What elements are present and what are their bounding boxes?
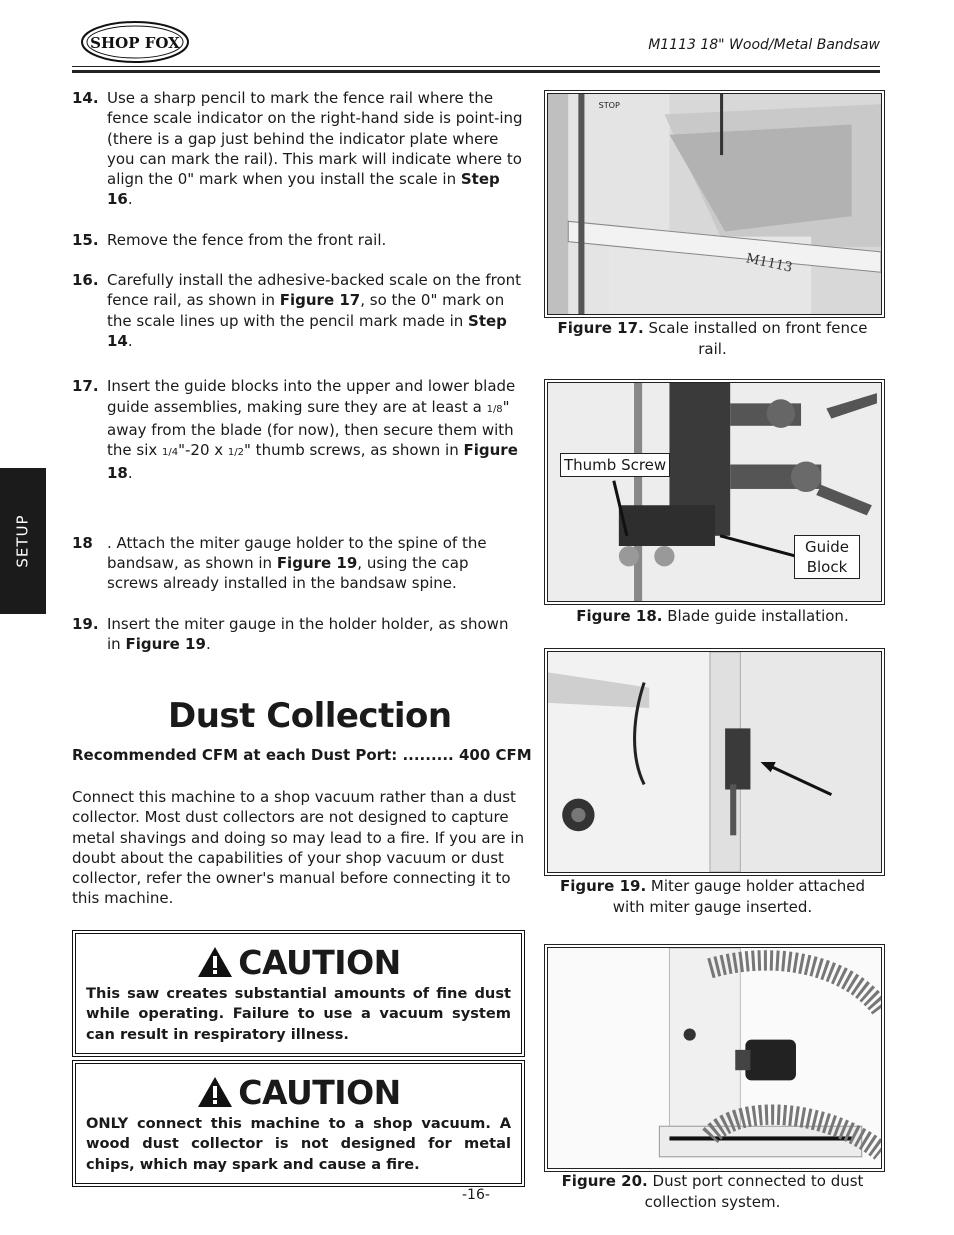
step-number: 19. bbox=[72, 614, 99, 633]
section-tab-label: SETUP bbox=[14, 514, 32, 568]
section-tab bbox=[0, 468, 46, 614]
step-text: Insert the miter gauge in the holder holder, as shown in Figure 19. bbox=[107, 614, 509, 653]
warning-triangle-icon bbox=[196, 945, 234, 979]
callout-thumb-screw: Thumb Screw bbox=[560, 453, 670, 477]
step-18 bbox=[72, 533, 524, 594]
figure-18-photo bbox=[544, 379, 885, 605]
caution-box-2 bbox=[72, 1060, 525, 1187]
logo-text: SHOP FOX bbox=[90, 34, 180, 52]
figure-18-caption: Figure 18. Blade guide installation. bbox=[576, 607, 849, 625]
dust-paragraph: Connect this machine to a shop vacuum rather than a dust collector. Most dust collectors are not designed to capture metal shavings and doing so may lead to a fire. If you are in doubt about the capabilities of your shop vacuum or dust collector, refer the owner's manual before connecting it to this machine. bbox=[72, 788, 525, 908]
figure-20-photo bbox=[544, 944, 885, 1172]
figure-20-caption: Figure 20. Dust port connected to dust collection system. bbox=[561, 1172, 864, 1211]
cfm-spec: Recommended CFM at each Dust Port: ......... 400 CFM bbox=[72, 746, 532, 764]
step-number: 14. bbox=[72, 89, 99, 107]
setup-steps bbox=[72, 88, 524, 654]
photo-label-model: M1113 bbox=[744, 251, 794, 276]
step-text: Carefully install the adhesive-backed scale on the front fence rail, as shown in Figure 17, so the 0" mark on the scale lines up with the pencil mark made in Step 14. bbox=[107, 271, 522, 350]
caution-text: ONLY connect this machine to a shop vacuum. A wood dust collector is not designed for metal chips, which may spark and cause a fire. bbox=[86, 1115, 511, 1173]
figure-17-photo bbox=[544, 90, 885, 318]
section-heading: Dust Collection bbox=[168, 696, 452, 736]
step-19 bbox=[72, 614, 524, 655]
figure-17-caption: Figure 17. Scale installed on front fence rail. bbox=[557, 319, 868, 358]
step-number: 15. bbox=[72, 230, 99, 249]
caution-box-1 bbox=[72, 930, 525, 1057]
caution-text: This saw creates substantial amounts of fine dust while operating. Failure to use a vacuum system can result in respiratory illness. bbox=[86, 985, 511, 1043]
step-15 bbox=[72, 230, 524, 250]
step-17 bbox=[72, 376, 524, 483]
caution-title: CAUTION bbox=[238, 1072, 401, 1112]
step-number: 18 bbox=[72, 533, 93, 552]
shop-fox-logo bbox=[80, 20, 190, 64]
warning-triangle-icon bbox=[196, 1075, 234, 1109]
step-text: Remove the fence from the front rail. bbox=[107, 230, 387, 249]
step-number: 16. bbox=[72, 271, 99, 290]
photo-label-stop: STOP bbox=[598, 100, 620, 111]
callout-guide-block: Guide Block bbox=[794, 535, 860, 579]
step-text: Use a sharp pencil to mark the fence rail where the fence scale indicator on the right-hand side is point-ing (there is a gap just behind the indicator plate where you can mark the rail). This mark will indicate where to align the 0" mark when you install the scale in Step 16. bbox=[107, 89, 523, 209]
step-text: . Attach the miter gauge holder to the spine of the bandsaw, as shown in Figure 19, using the cap screws already installed in the bandsaw spine. bbox=[107, 533, 487, 593]
caution-header bbox=[86, 942, 511, 982]
figure-19-photo bbox=[544, 648, 885, 876]
step-number: 17. bbox=[72, 377, 99, 396]
figure-19-caption: Figure 19. Miter gauge holder attached with miter gauge inserted. bbox=[559, 877, 866, 916]
step-14 bbox=[72, 88, 524, 210]
header-rule-thick bbox=[72, 70, 880, 73]
caution-header bbox=[86, 1072, 511, 1112]
step-text: Insert the guide blocks into the upper and lower blade guide assemblies, making sure they are at least a 1/8" away from the blade (for now), then secure them with the six 1/4"-20 x 1/2" thumb screws, as shown in Figure 18. bbox=[107, 377, 518, 483]
step-16 bbox=[72, 270, 524, 351]
page-number: -16- bbox=[462, 1187, 490, 1203]
caution-title: CAUTION bbox=[238, 942, 401, 982]
manual-title: M1113 18" Wood/Metal Bandsaw bbox=[648, 37, 880, 53]
header-rule bbox=[72, 66, 880, 67]
